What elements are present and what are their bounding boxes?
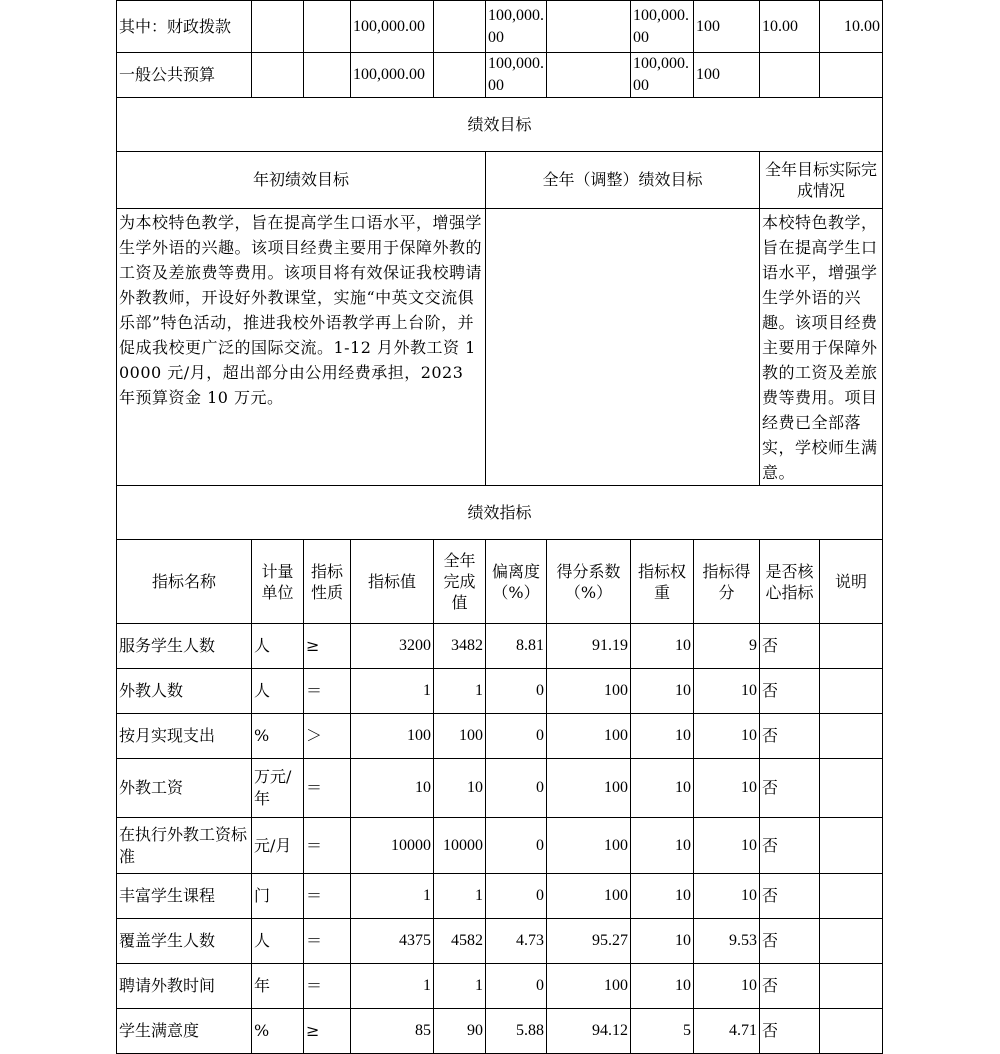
indicator-weight: 5	[631, 1009, 694, 1054]
goals-actual-text: 本校特色教学，旨在提高学生口语水平，增强学生学外语的兴趣。该项目经费主要用于保障外教的工资及差旅费等费用。项目经费已全部落实，学校师生满意。	[760, 209, 883, 486]
budget-label: 其中：财政拨款	[117, 1, 252, 53]
indicator-name: 覆盖学生人数	[117, 919, 252, 964]
header-coefficient: 得分系数（%）	[547, 540, 631, 624]
budget-cell	[760, 53, 820, 98]
indicator-actual: 1	[434, 964, 486, 1009]
indicator-unit: 人	[252, 919, 304, 964]
budget-label: 一般公共预算	[117, 53, 252, 98]
indicator-score: 9.53	[694, 919, 760, 964]
indicator-deviation: 0	[486, 818, 547, 874]
header-nature: 指标性质	[304, 540, 351, 624]
indicator-note	[820, 818, 883, 874]
header-value: 指标值	[351, 540, 434, 624]
goals-adjusted-header: 全年（调整）绩效目标	[486, 152, 760, 209]
performance-table	[116, 0, 883, 1054]
indicator-score: 9	[694, 624, 760, 669]
indicator-deviation: 0	[486, 759, 547, 818]
indicator-weight: 10	[631, 714, 694, 759]
indicator-name: 外教人数	[117, 669, 252, 714]
budget-cell	[547, 53, 631, 98]
indicator-nature: ＝	[304, 919, 351, 964]
indicator-row	[117, 759, 883, 818]
indicator-nature: ＞	[304, 714, 351, 759]
goals-initial-header: 年初绩效目标	[117, 152, 486, 209]
indicator-note	[820, 759, 883, 818]
indicator-actual: 1	[434, 669, 486, 714]
goals-actual-header: 全年目标实际完成情况	[760, 152, 883, 209]
indicator-row	[117, 1009, 883, 1054]
indicator-note	[820, 964, 883, 1009]
indicator-value: 4375	[351, 919, 434, 964]
indicators-header-row	[117, 540, 883, 624]
indicator-nature: ＝	[304, 669, 351, 714]
budget-row	[117, 1, 883, 53]
budget-cell: 10.00	[760, 1, 820, 53]
indicator-value: 100	[351, 714, 434, 759]
goals-section-title: 绩效目标	[117, 98, 883, 152]
budget-cell	[252, 53, 304, 98]
indicator-weight: 10	[631, 818, 694, 874]
indicator-row	[117, 874, 883, 919]
budget-cell: 10.00	[820, 1, 883, 53]
indicator-value: 1	[351, 874, 434, 919]
indicator-value: 3200	[351, 624, 434, 669]
budget-cell	[547, 1, 631, 53]
indicator-actual: 100	[434, 714, 486, 759]
indicator-row	[117, 624, 883, 669]
indicator-note	[820, 669, 883, 714]
indicator-name: 服务学生人数	[117, 624, 252, 669]
indicator-row	[117, 964, 883, 1009]
budget-cell	[304, 53, 351, 98]
indicator-score: 10	[694, 818, 760, 874]
indicator-actual: 3482	[434, 624, 486, 669]
indicator-name: 按月实现支出	[117, 714, 252, 759]
budget-cell: 100,000.00	[631, 1, 694, 53]
indicator-weight: 10	[631, 759, 694, 818]
indicator-core: 否	[760, 874, 820, 919]
indicator-core: 否	[760, 669, 820, 714]
indicator-note	[820, 919, 883, 964]
indicator-score: 10	[694, 759, 760, 818]
indicator-nature: ＝	[304, 874, 351, 919]
indicator-actual: 90	[434, 1009, 486, 1054]
indicator-value: 1	[351, 669, 434, 714]
indicator-name: 外教工资	[117, 759, 252, 818]
indicator-score: 10	[694, 714, 760, 759]
indicator-coefficient: 94.12	[547, 1009, 631, 1054]
indicator-actual: 4582	[434, 919, 486, 964]
header-deviation: 偏离度（%）	[486, 540, 547, 624]
indicator-score: 10	[694, 964, 760, 1009]
indicator-core: 否	[760, 714, 820, 759]
indicator-row	[117, 669, 883, 714]
indicator-actual: 10000	[434, 818, 486, 874]
indicator-weight: 10	[631, 964, 694, 1009]
indicator-name: 学生满意度	[117, 1009, 252, 1054]
budget-cell: 100,000.00	[351, 53, 434, 98]
indicator-core: 否	[760, 624, 820, 669]
indicator-weight: 10	[631, 919, 694, 964]
budget-cell: 100,000.00	[486, 1, 547, 53]
indicator-unit: 年	[252, 964, 304, 1009]
indicator-coefficient: 100	[547, 874, 631, 919]
indicator-weight: 10	[631, 669, 694, 714]
indicator-unit: %	[252, 1009, 304, 1054]
indicator-deviation: 0	[486, 714, 547, 759]
budget-cell	[434, 1, 486, 53]
indicator-deviation: 5.88	[486, 1009, 547, 1054]
indicator-core: 否	[760, 1009, 820, 1054]
indicator-score: 4.71	[694, 1009, 760, 1054]
indicator-unit: 门	[252, 874, 304, 919]
indicator-unit: 万元/年	[252, 759, 304, 818]
indicator-name: 在执行外教工资标准	[117, 818, 252, 874]
indicator-note	[820, 1009, 883, 1054]
performance-table-page	[116, 0, 882, 1054]
indicator-coefficient: 95.27	[547, 919, 631, 964]
indicator-coefficient: 100	[547, 714, 631, 759]
header-actual: 全年完成值	[434, 540, 486, 624]
indicator-nature: ≥	[304, 1009, 351, 1054]
indicator-core: 否	[760, 759, 820, 818]
indicator-deviation: 0	[486, 874, 547, 919]
indicator-row	[117, 919, 883, 964]
indicator-nature: ＝	[304, 759, 351, 818]
indicator-deviation: 4.73	[486, 919, 547, 964]
indicator-core: 否	[760, 919, 820, 964]
budget-cell	[304, 1, 351, 53]
indicator-deviation: 8.81	[486, 624, 547, 669]
goals-initial-text: 为本校特色教学，旨在提高学生口语水平，增强学生学外语的兴趣。该项目经费主要用于保障外教的工资及差旅费等费用。该项目将有效保证我校聘请外教教师，开设好外教课堂，实施“中英文交流俱乐部”特色活动，推进我校外语教学再上台阶，并促成我校更广泛的国际交流。1-12 月外教工资 10000 元/月，超出部分由公用经费承担，2023 年预算资金 10 万元。	[117, 209, 486, 486]
header-weight: 指标权重	[631, 540, 694, 624]
budget-cell	[820, 53, 883, 98]
header-name: 指标名称	[117, 540, 252, 624]
indicator-value: 1	[351, 964, 434, 1009]
budget-cell: 100	[694, 53, 760, 98]
indicator-core: 否	[760, 964, 820, 1009]
indicator-value: 10	[351, 759, 434, 818]
header-unit: 计量单位	[252, 540, 304, 624]
indicator-actual: 10	[434, 759, 486, 818]
indicator-name: 聘请外教时间	[117, 964, 252, 1009]
budget-row	[117, 53, 883, 98]
indicator-nature: ＝	[304, 964, 351, 1009]
header-score: 指标得分	[694, 540, 760, 624]
indicator-unit: 人	[252, 624, 304, 669]
budget-cell: 100,000.00	[486, 53, 547, 98]
indicator-deviation: 0	[486, 669, 547, 714]
indicator-actual: 1	[434, 874, 486, 919]
budget-cell: 100,000.00	[351, 1, 434, 53]
indicator-score: 10	[694, 669, 760, 714]
budget-cell	[252, 1, 304, 53]
indicator-note	[820, 714, 883, 759]
indicator-row	[117, 818, 883, 874]
header-core: 是否核心指标	[760, 540, 820, 624]
indicator-coefficient: 100	[547, 964, 631, 1009]
indicator-value: 10000	[351, 818, 434, 874]
budget-cell: 100	[694, 1, 760, 53]
indicator-nature: ＝	[304, 818, 351, 874]
indicator-note	[820, 624, 883, 669]
indicator-coefficient: 100	[547, 669, 631, 714]
indicator-coefficient: 91.19	[547, 624, 631, 669]
indicator-unit: 元/月	[252, 818, 304, 874]
indicator-unit: %	[252, 714, 304, 759]
indicator-weight: 10	[631, 874, 694, 919]
indicator-deviation: 0	[486, 964, 547, 1009]
budget-cell: 100,000.00	[631, 53, 694, 98]
header-note: 说明	[820, 540, 883, 624]
indicator-coefficient: 100	[547, 759, 631, 818]
indicator-core: 否	[760, 818, 820, 874]
indicator-unit: 人	[252, 669, 304, 714]
goals-adjusted-text	[486, 209, 760, 486]
indicator-nature: ≥	[304, 624, 351, 669]
indicators-section-title: 绩效指标	[117, 486, 883, 540]
indicator-note	[820, 874, 883, 919]
indicator-score: 10	[694, 874, 760, 919]
budget-cell	[434, 53, 486, 98]
indicator-coefficient: 100	[547, 818, 631, 874]
indicator-name: 丰富学生课程	[117, 874, 252, 919]
indicator-weight: 10	[631, 624, 694, 669]
indicator-row	[117, 714, 883, 759]
indicator-value: 85	[351, 1009, 434, 1054]
